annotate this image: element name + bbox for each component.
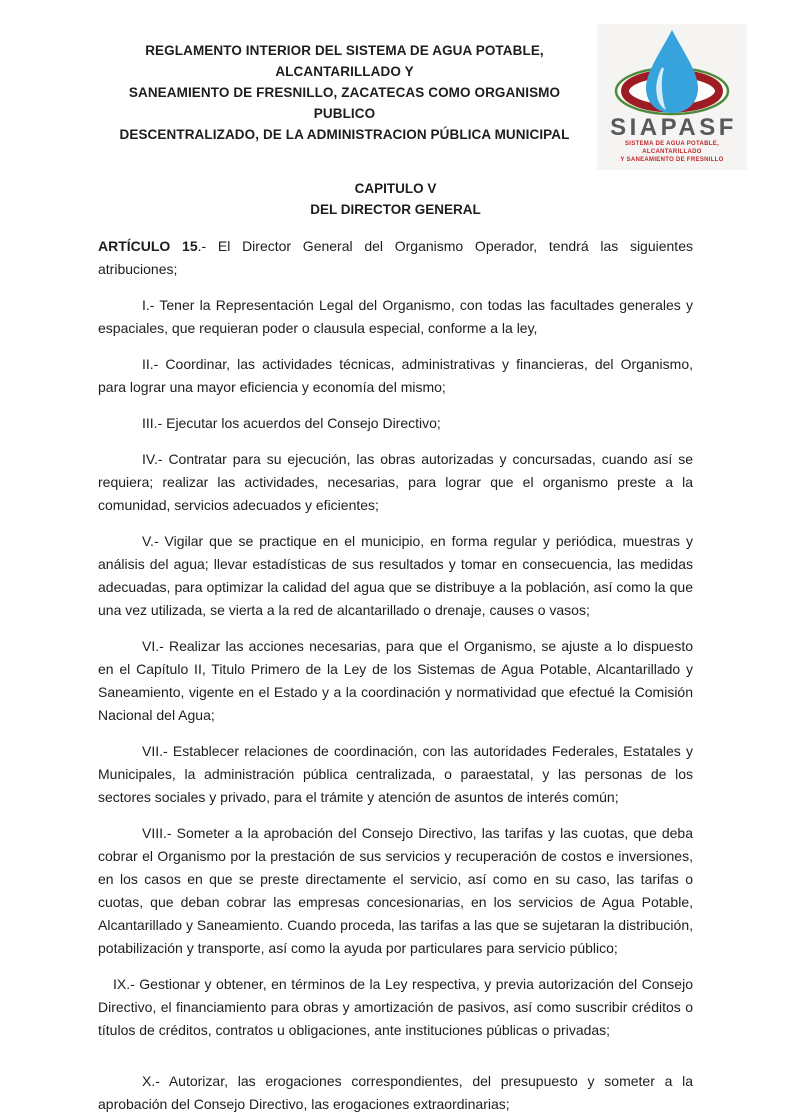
- clause-X: X.- Autorizar, las erogaciones correspondientes, del presupuesto y someter a la aprobación del Consejo Directivo, las erogaciones extraordinarias;: [98, 1072, 693, 1112]
- clause-IV: IV.- Contratar para su ejecución, las obras autorizadas y concursadas, cuando así se requiera; realizar las actividades, necesarias, para lograr que el organismo preste a la comunidad, servicios adecuados y eficientes;: [98, 450, 693, 513]
- clause-VII: VII.- Establecer relaciones de coordinación, con las autoridades Federales, Estatales y Municipales, la administración pública centralizada, o paraestatal, y las personas de los sectores sociales y privado, para el trámite y atención de asuntos de interés común;: [98, 742, 693, 805]
- clause-IX: IX.- Gestionar y obtener, en términos de la Ley respectiva, y previa autorización del Consejo Directivo, el financiamiento para obras y amortización de pasivos, así como suscribir créditos o títulos de créditos, contratos u obligaciones, ante instituciones públicas o privadas;: [98, 975, 693, 1038]
- document-title: [98, 24, 597, 145]
- logo-tagline-line-1: SISTEMA DE AGUA POTABLE, ALCANTARILLADO: [624, 141, 720, 155]
- chapter-title: CAPITULO V: [354, 180, 437, 196]
- document-header: [98, 24, 737, 170]
- clause-I: I.- Tener la Representación Legal del Organismo, con todas las facultades generales y espaciales, que requieran poder o clausula especial, conforme a la ley,: [98, 296, 693, 336]
- siapasf-logo: [597, 24, 747, 170]
- article-15-paragraph: [98, 235, 693, 281]
- clause-VIII: VIII.- Someter a la aprobación del Consejo Directivo, las tarifas y las cuotas, que deba cobrar el Organismo por la prestación de sus servicios y recuperación de costos e inversiones, en los casos en que se preste directamente el servicio, así como en su caso, las tarifas o cuotas, que deban cobrar las empresas concesionarias, en los servicios de Agua Potable, Alcantarillado y Saneamiento. Cuando proceda, las tarifas a las que se sujetaran la distribución, potabilización y transporte, así como la ayuda por particulares para servicio público;: [98, 824, 693, 956]
- logo-acronym: SIAPASF: [610, 114, 737, 141]
- article-15-label: ARTÍCULO 15: [98, 237, 198, 254]
- article-body: [98, 235, 693, 1116]
- chapter-subtitle: DEL DIRECTOR GENERAL: [310, 201, 481, 217]
- title-line-2: SANEAMIENTO DE FRESNILLO, ZACATECAS COMO ORGANISMO PUBLICO: [128, 85, 561, 121]
- clause-V: V.- Vigilar que se practique en el municipio, en forma regular y periódica, muestras y análisis del agua; llevar estadísticas de sus resultados y tomar en consecuencia, las medidas adecuadas, para optimizar la calidad del agua que se distribuye a la población, así como la que una vez utilizada, se vierta a la red de alcantarillado o drenaje, causes o vasos;: [98, 532, 693, 618]
- water-drop-logo-icon: [602, 27, 742, 119]
- water-drop-shape: [646, 30, 698, 113]
- title-line-3: DESCENTRALIZADO, DE LA ADMINISTRACION PÚBLICA MUNICIPAL: [119, 127, 570, 142]
- chapter-heading: [98, 178, 693, 220]
- logo-tagline-line-2: Y SANEAMIENTO DE FRESNILLO: [620, 157, 724, 164]
- clause-VI: VI.- Realizar las acciones necesarias, para que el Organismo, se ajuste a lo dispuesto en el Capítulo II, Titulo Primero de la Ley de los Sistemas de Agua Potable, Alcantarillado y Saneamiento, vigente en el Estado y a la coordinación y normatividad que efectué la Comisión Nacional del Agua;: [98, 637, 693, 723]
- article-15-intro-text: .- El Director General del Organismo Operador, tendrá las siguientes atribuciones;: [98, 237, 693, 277]
- clause-III: III.- Ejecutar los acuerdos del Consejo Directivo;: [142, 414, 441, 431]
- title-line-1: REGLAMENTO INTERIOR DEL SISTEMA DE AGUA POTABLE, ALCANTARILLADO Y: [145, 43, 544, 79]
- clause-II: II.- Coordinar, las actividades técnicas, administrativas y financieras, del Organismo, para lograr una mayor eficiencia y economía del mismo;: [98, 355, 693, 395]
